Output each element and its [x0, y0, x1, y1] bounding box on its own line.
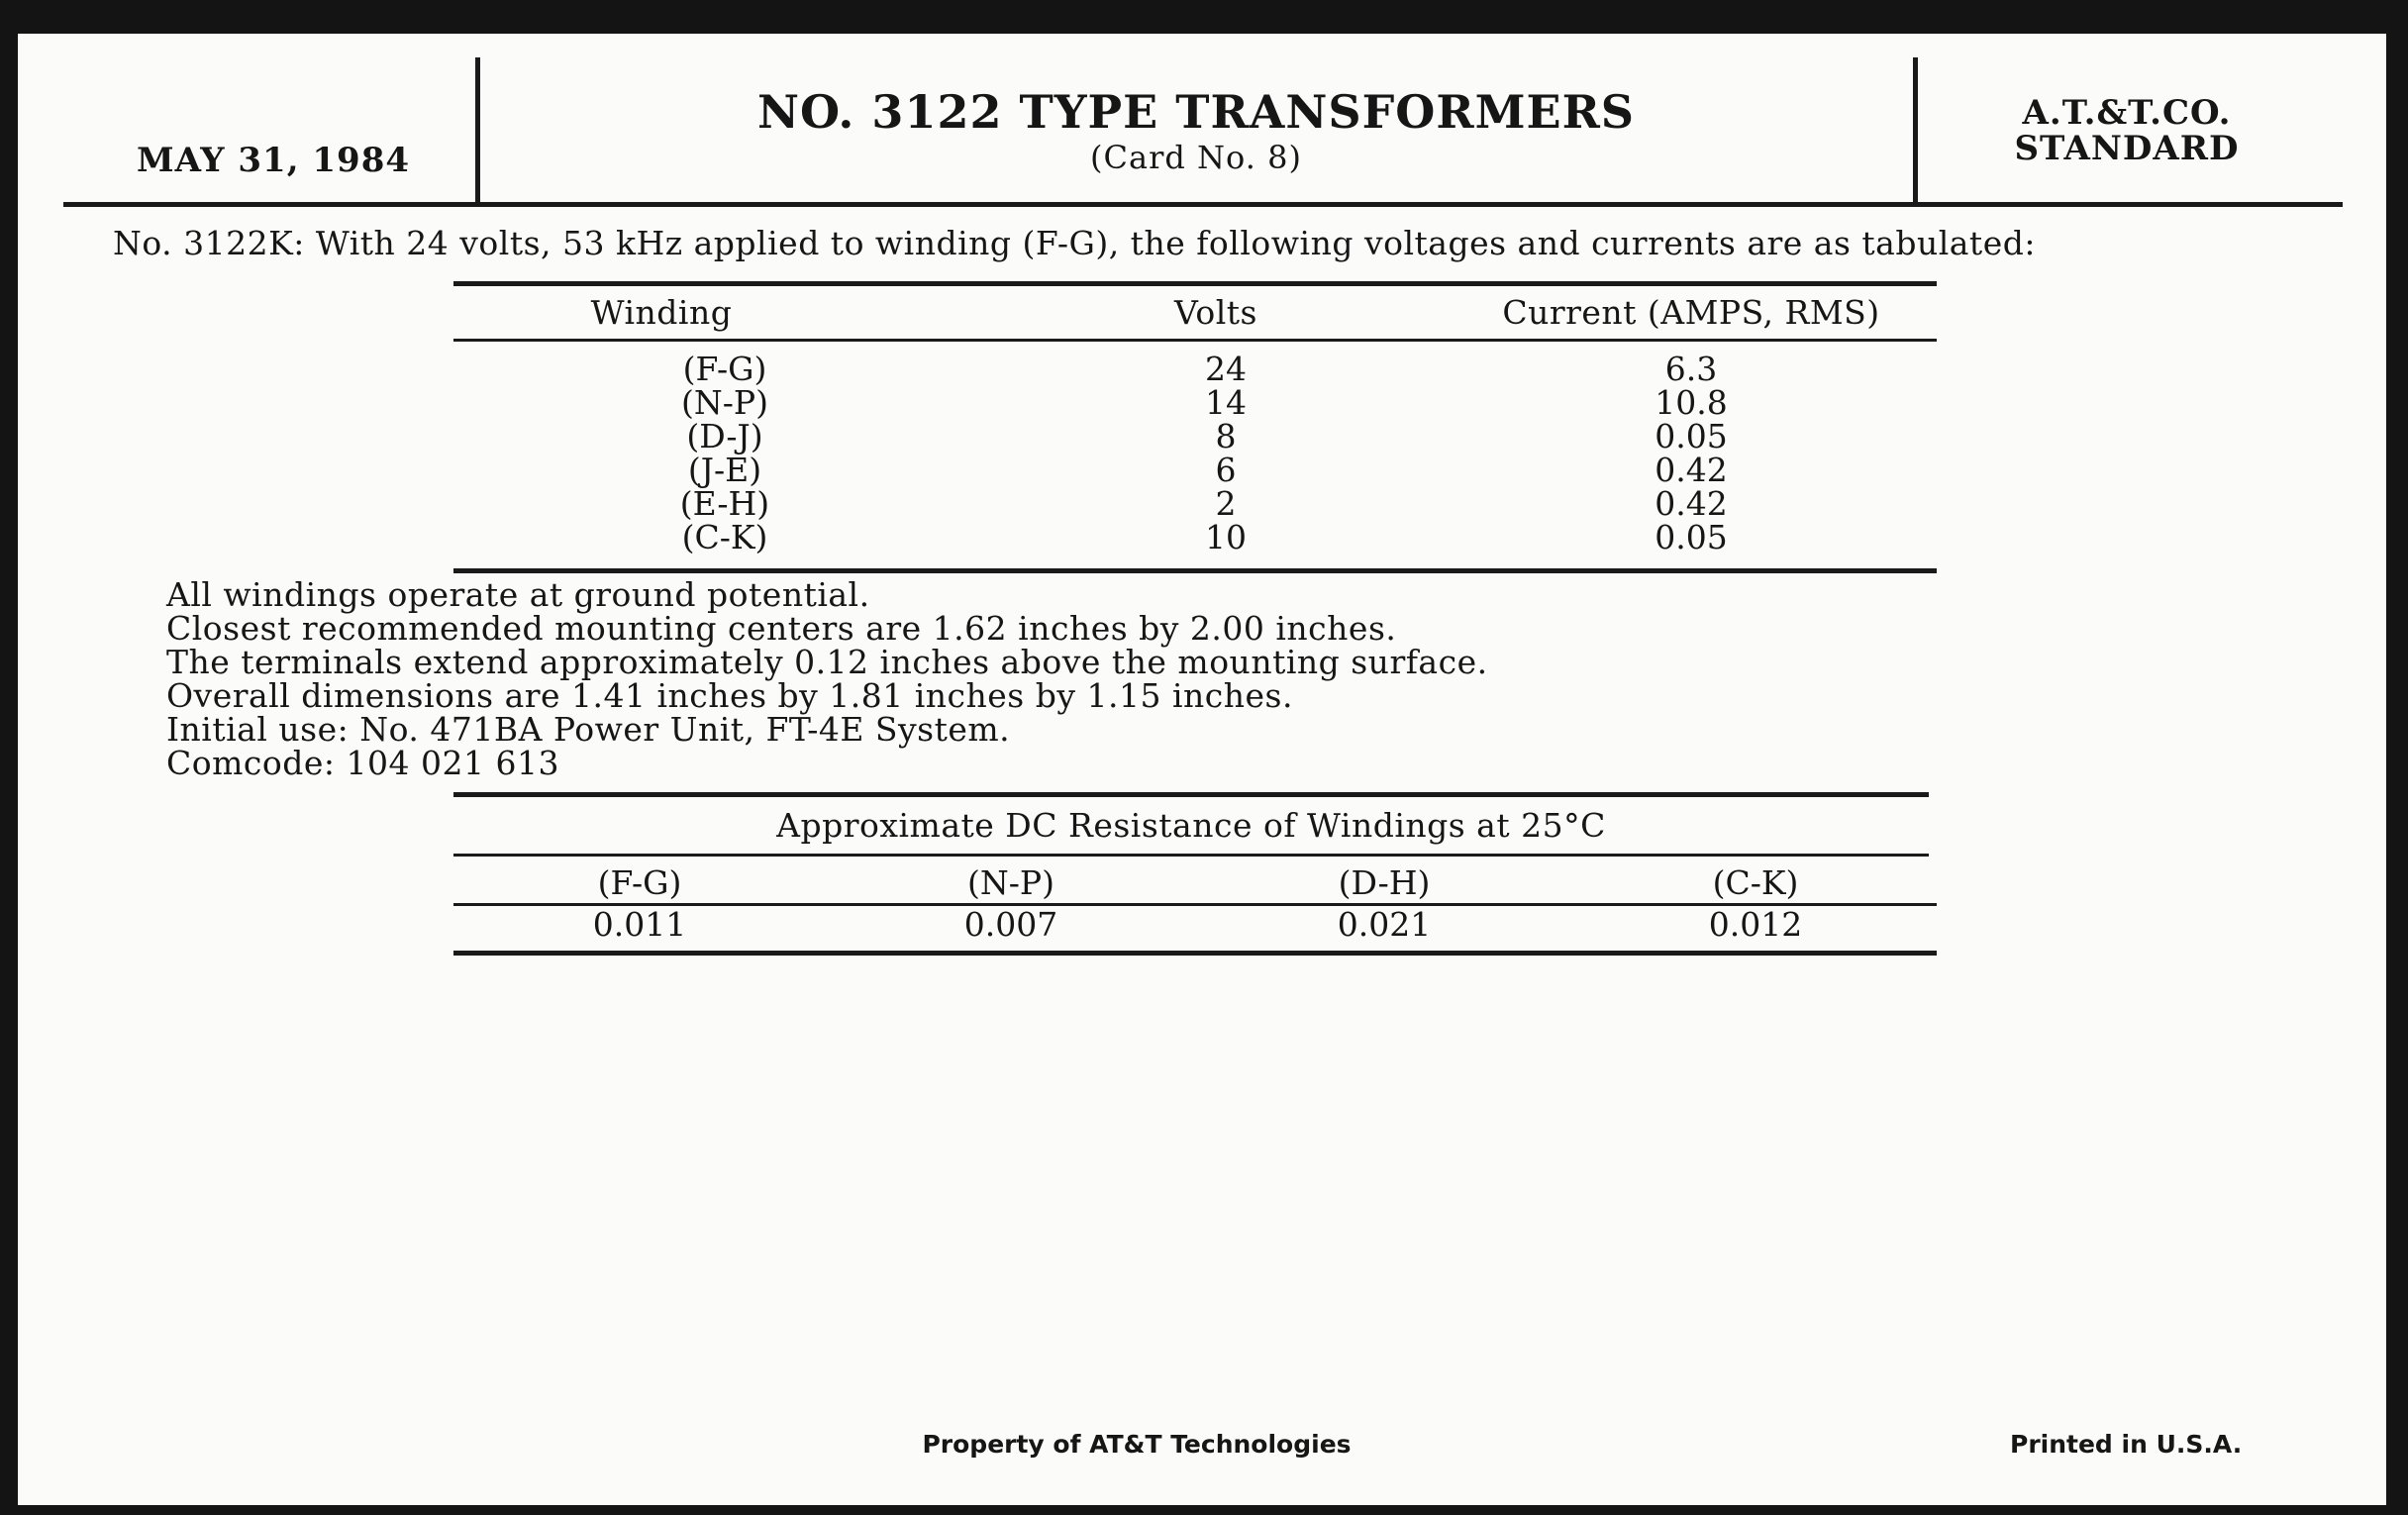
table2-header-cell: (C-K) — [1712, 863, 1799, 902]
table-row-current: 0.42 — [1655, 484, 1728, 523]
standard-line-1: A.T.&T.CO. — [2022, 93, 2232, 133]
table-row-winding: (N-P) — [681, 383, 768, 422]
table1-header-winding: Winding — [590, 293, 733, 332]
table1-header-volts: Volts — [1174, 293, 1257, 332]
table1-volts-column — [1176, 350, 1275, 556]
table-row-volts: 14 — [1205, 383, 1247, 422]
table1-top-rule — [453, 281, 1937, 286]
table-row-winding: (D-J) — [686, 417, 763, 455]
table-row-current: 0.05 — [1655, 417, 1728, 455]
table-row-current: 0.42 — [1655, 451, 1728, 489]
table-row-volts: 8 — [1215, 417, 1237, 455]
document-subtitle: (Card No. 8) — [1090, 139, 1302, 176]
document-title: NO. 3122 TYPE TRANSFORMERS — [756, 85, 1636, 139]
table2-header-cell: (N-P) — [967, 863, 1054, 902]
table-row-current: 10.8 — [1655, 383, 1728, 422]
table1-bottom-rule — [453, 568, 1937, 573]
note-line: The terminals extend approximately 0.12 inches above the mounting surface. — [166, 643, 1488, 681]
table1-winding-column — [626, 350, 824, 556]
table1-header-rule — [453, 339, 1937, 342]
table2-title: Approximate DC Resistance of Windings at 25°C — [776, 806, 1606, 845]
standard-line-2: STANDARD — [2014, 129, 2240, 168]
table-row-volts: 10 — [1205, 518, 1247, 556]
notes-block — [166, 575, 1488, 782]
standard-label — [1929, 95, 2325, 166]
note-line: Comcode: 104 021 613 — [166, 744, 559, 782]
note-line: Initial use: No. 471BA Power Unit, FT-4E System. — [166, 710, 1011, 749]
table2-header-cell: (F-G) — [597, 863, 682, 902]
note-line: All windings operate at ground potential. — [166, 575, 870, 614]
header-divider-right — [1913, 57, 1918, 202]
table-row-volts: 24 — [1205, 350, 1247, 388]
table2-top-rule — [453, 792, 1929, 797]
table-row-winding: (J-E) — [687, 451, 762, 489]
table2-title-rule — [453, 854, 1929, 857]
header-rule — [63, 202, 2343, 207]
note-line: Closest recommended mounting centers are 1.62 inches by 2.00 inches. — [166, 609, 1397, 648]
table2-value-cell: 0.007 — [963, 905, 1058, 944]
table-row-volts: 2 — [1215, 484, 1237, 523]
table-row-volts: 6 — [1215, 451, 1237, 489]
table1-current-column — [1602, 350, 1780, 556]
note-line: Overall dimensions are 1.41 inches by 1.81 inches by 1.15 inches. — [166, 676, 1293, 715]
table-row-winding: (E-H) — [679, 484, 770, 523]
table2-header-cell: (D-H) — [1338, 863, 1431, 902]
table-row-winding: (C-K) — [681, 518, 768, 556]
table2-value-cell: 0.021 — [1337, 905, 1432, 944]
table2-value-cell: 0.011 — [592, 905, 687, 944]
header-divider-left — [475, 57, 480, 202]
document-date: MAY 31, 1984 — [136, 141, 411, 180]
table1-header-current: Current (AMPS, RMS) — [1502, 293, 1880, 332]
table2-bottom-rule — [453, 951, 1937, 956]
table2-value-cell: 0.012 — [1708, 905, 1803, 944]
footer-property: Property of AT&T Technologies — [922, 1430, 1352, 1459]
table-row-current: 0.05 — [1655, 518, 1728, 556]
footer-printed: Printed in U.S.A. — [2010, 1430, 2243, 1459]
table-row-winding: (F-G) — [682, 350, 767, 388]
document-card — [18, 34, 2386, 1505]
intro-text: No. 3122K: With 24 volts, 53 kHz applied to winding (F-G), the following voltages and currents are as tabulated: — [113, 224, 2036, 262]
table-row-current: 6.3 — [1664, 350, 1718, 388]
